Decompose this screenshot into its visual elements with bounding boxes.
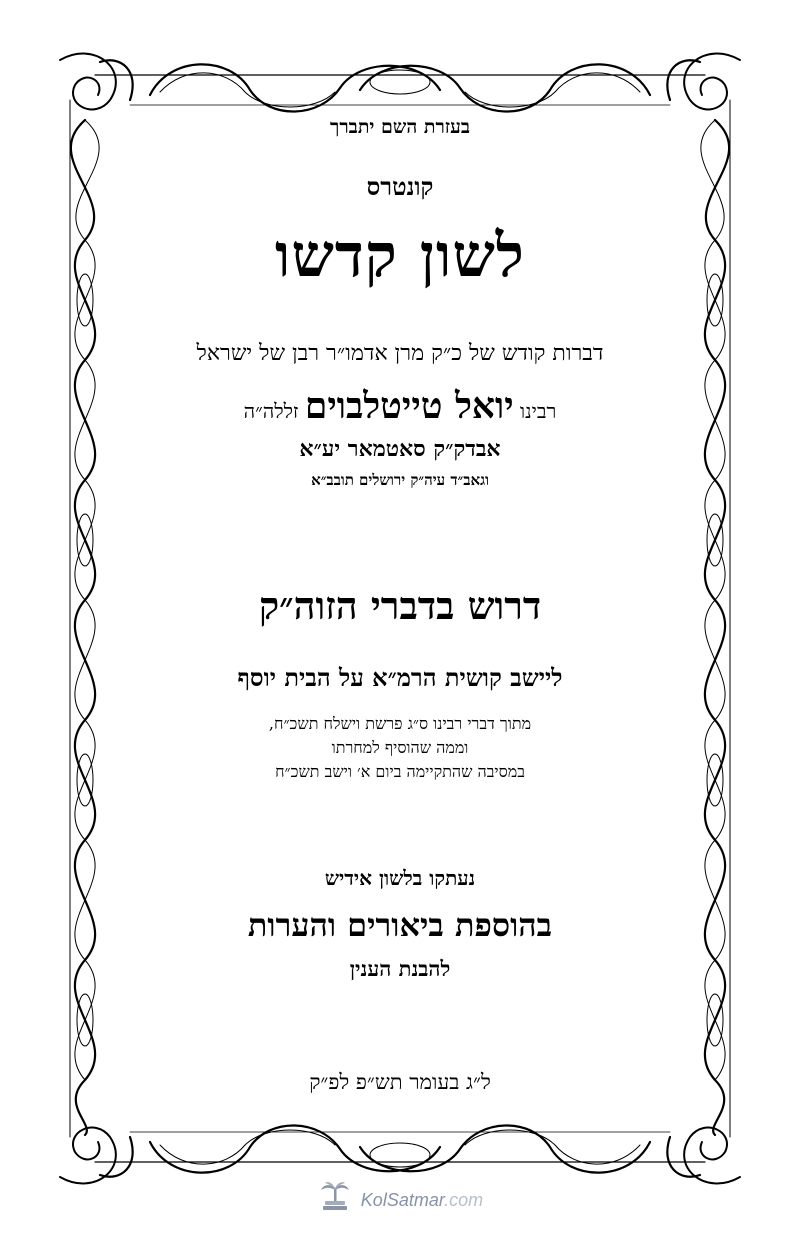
section-heading: דרוש בדברי הזוה״ק: [258, 583, 542, 628]
author-prefix: רבינו: [520, 399, 557, 423]
translation-purpose: להבנת הענין: [349, 956, 451, 981]
blessing-header: בעזרת השם יתברך: [330, 116, 470, 138]
main-title: לשון קדשו: [275, 221, 525, 291]
translation-note: נעתקו בלשון אידיש: [324, 866, 476, 890]
author-name: יואל טייטלבוים: [304, 385, 514, 427]
site-footer: [0, 1180, 800, 1220]
author-intro: דברות קודש של כ״ק מרן אדמו״ר רבן של ישראל: [196, 341, 604, 366]
kuntres-label: קונטרס: [366, 172, 434, 201]
section-subheading: ליישב קושית הרמ״א על הבית יוסף: [237, 663, 563, 692]
author-suffix: זללה״ה: [243, 399, 299, 423]
brand-link[interactable]: [361, 1190, 483, 1211]
section-details: [150, 712, 650, 784]
brand-domain: .com: [444, 1189, 484, 1210]
detail-line: מתוך דברי רבינו ס״ג פרשת וישלח תשכ״ח,: [268, 714, 532, 733]
title-page-content: [150, 0, 650, 1237]
author-title-jerusalem: וגאב״ד עיה״ק ירושלים תובב״א: [311, 471, 489, 489]
translation-additions: בהוספת ביאורים והערות: [247, 906, 553, 944]
author-title-satmar: אבדק״ק סאטמאר יע״א: [299, 436, 501, 462]
palm-tree-books-icon: [317, 1180, 353, 1220]
brand-name: KolSatmar: [360, 1189, 445, 1210]
author-name-line: [150, 385, 650, 427]
detail-line: וממה שהוסיף למחרתו: [331, 738, 469, 757]
detail-line: במסיבה שהתקיימה ביום א׳ וישב תשכ״ח: [275, 762, 525, 781]
publication-date: ל״ג בעומר תש״פ לפ״ק: [309, 1070, 491, 1094]
